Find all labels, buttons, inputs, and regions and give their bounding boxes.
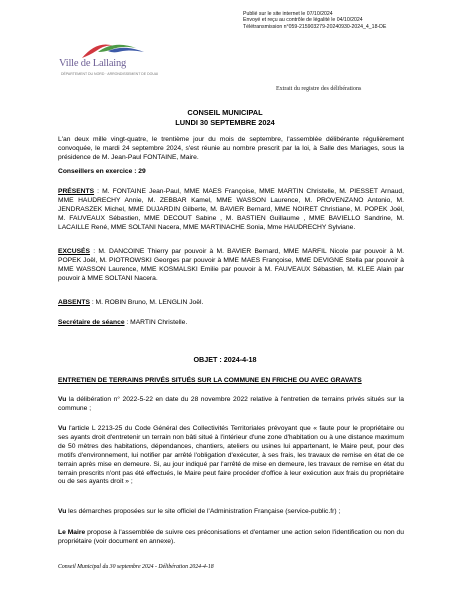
whereas-procedures [58,508,404,517]
absent-members [58,299,404,308]
deliberation-subject: ENTRETIEN DE TERRAINS PRIVÉS SITUÉS SUR LA COMMUNE EN FRICHE OU AVEC GRAVATS [58,377,362,384]
intro-paragraph: L'an deux mille vingt-quatre, le trentième jour du mois de septembre, l'assemblée délibérante régulièrement convoquée, le mardi 24 septembre 2024, s'est réunie au nombre prescrit par la loi, à Salle des Mariages, sous la présidence de M. Jean-Paul FONTAINE, Maire. [58,136,404,161]
excused-label: EXCUSÉS [58,248,90,255]
councillors-count [58,168,404,177]
stamp-line-transmission: Télétransmission n°059-215903279-20240930-2024_4_18-DE [243,23,387,30]
present-label: PRÉSENTS [58,188,95,195]
session-date: LUNDI 30 SEPTEMBRE 2024 [175,118,275,127]
logo-tagline: DÉPARTEMENT DU NORD · ARRONDISSEMENT DE DOUAI [61,72,159,76]
stamp-line-received: Envoyé et reçu au contrôle de légalité le 04/10/2024 [243,17,363,24]
whereas-text: les démarches proposées sur le site officiel de l'Administration Française (service-public.fr) ; [68,508,341,515]
deliberation-object: OBJET : 2024-4-18 [193,355,257,364]
absent-label: ABSENTS [58,299,90,306]
secretary-label: Secrétaire de séance [58,319,125,326]
excused-list: : M. DANCOINE Thierry par pouvoir à M. BAVIER Bernard, MME MARFIL Nicole par pouvoir à M. POPEK Joël, M. PIOTROWSKI Georges par pouvoir à MME MAES Françoise, MME DEVIGNE Stella par pouvoir à MME WASSON Laurence, MME KOSMALSKI Emilie par pouvoir à M. FAUVEAUX Sébastien, M. KLEE Alain par pouvoir à MME SOLTANI Nacera. [58,248,405,282]
mayor-proposal [58,529,404,547]
page-footer: Conseil Municipal du 30 septembre 2024 - Délibération 2024-4-18 [58,564,214,570]
whereas-text: l'article L 2213-25 du Code Général des Collectivités Territoriales prévoyant que « faute pour le propriétaire ou ses ayants droit d'entretenir un terrain non bâti situé à l'intérieur d'une zone d'habitation ou à une distance maximum de 50 mètres des habitations, dépendances, chantiers, ateliers ou usines lui appartenant, le Maire peut, pour des motifs d'environnement, lui notifier par arrêté l'obligation d'exécuter, à ses frais, les travaux de remise en état de ce terrain après mise en demeure. Si, au jour indiqué par l'arrêté de mise en demeure, les travaux de remise en état du terrain prescrits n'ont pas été effectués, le Maire peut faire procéder d'office à leur exécution aux frais du propriétaire ou de ses ayants droit » ; [58,425,405,486]
transmission-stamp [243,11,443,30]
council-title: CONSEIL MUNICIPAL [187,108,263,117]
whereas-lead: Vu [58,508,67,515]
whereas-article [58,425,404,487]
whereas-lead: Vu [58,396,67,403]
present-list: : M. FONTAINE Jean-Paul, MME MAES Françoise, MME MARTIN Christelle, M. PIESSET Arnaud, MME HAUDRECHY Annie, M. ZEBBAR Kamel, MME WASSON Laurence, M. PROVENZANO Antonio, M. JENDRASZEK Michel, MME DUJARDIN Gilberte, M. BAVIER Bernard, MME NOIRET Christiane, M. POPEK Joël, M. FAUVEAUX Sébastien, MME DECOUT Sabine , M. BASTIEN Guillaume , MME BAVIELLO Sandrine, M. LACAILLE René, MME SOLTANI Nacera, MME MARTINACHE Sonia, Mme HAUDRECHY Sylviane. [58,188,405,231]
councillors-value: : 29 [134,168,146,175]
stamp-line-published: Publié sur le site internet le 07/10/2024 [243,11,333,17]
mayor-lead: Le Maire [58,529,86,536]
register-extract-label: Extrait du registre des délibérations [276,86,362,92]
town-logo [52,38,159,96]
present-members [58,188,404,233]
whereas-lead: Vu [58,425,67,432]
secretary-name: : MARTIN Christelle. [126,319,188,326]
mayor-text: propose à l'assemblée de suivre ces préconisations et d'entamer une action selon l'identification ou non du propriétaire (voir document en annexe). [58,529,404,545]
logo-town-name: Ville de Lallaing [59,58,127,69]
whereas-deliberation [58,396,404,414]
councillors-label: Conseillers en exercice [58,168,133,175]
whereas-text: la délibération n° 2022-5-22 en date du 28 novembre 2022 relative à l'entretien de terrains privés situés sur la commune ; [58,396,404,412]
excused-members [58,248,404,284]
absent-list: : M. ROBIN Bruno, M. LENGLIN Joël. [91,299,204,306]
session-secretary [58,319,404,328]
